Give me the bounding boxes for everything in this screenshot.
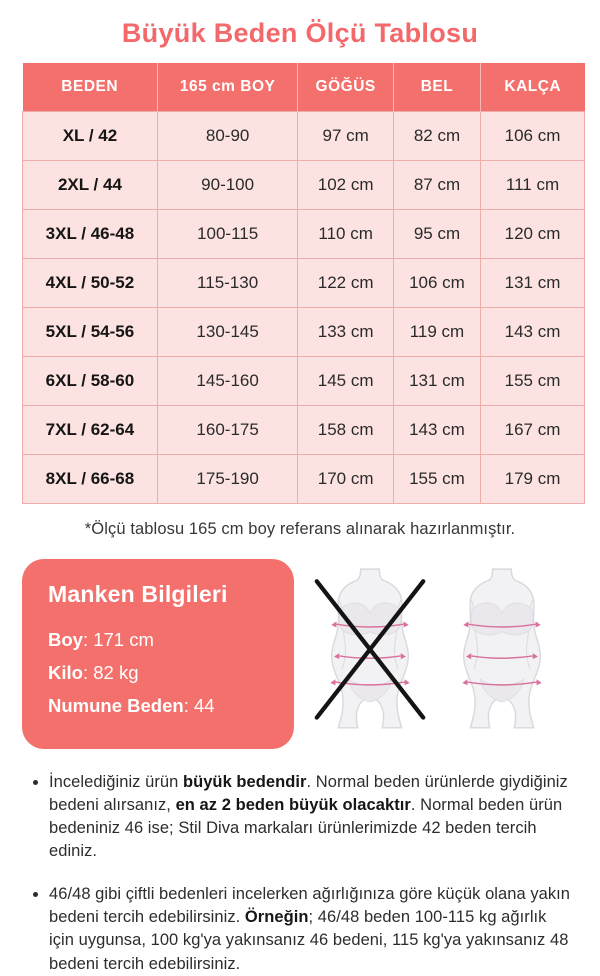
size-cell: 2XL / 44: [23, 161, 158, 210]
table-row: [23, 357, 585, 406]
measure-cell: 122 cm: [298, 259, 394, 308]
measure-cell: 131 cm: [393, 357, 480, 406]
model-info-field: Numune Beden: 44: [48, 694, 215, 716]
mannequin-with-measure-lines-icon: [446, 563, 558, 733]
page-title: Büyük Beden Ölçü Tablosu: [121, 18, 479, 48]
measure-cell: 155 cm: [393, 455, 480, 504]
size-cell: 3XL / 46-48: [23, 210, 158, 259]
model-info-field: Boy: 171 cm: [48, 629, 154, 650]
size-table-body: [23, 112, 585, 504]
table-row: [23, 210, 585, 259]
measure-cell: 106 cm: [481, 112, 585, 161]
table-footnote: *Ölçü tablosu 165 cm boy referans alınarak hazırlanmıştır.: [84, 520, 516, 538]
measure-cell: 120 cm: [481, 210, 585, 259]
column-header-gogus: GÖĞÜS: [298, 63, 394, 112]
size-chart-page: [0, 18, 600, 973]
model-info-card: [22, 559, 294, 749]
measure-cell: 110 cm: [298, 210, 394, 259]
size-table-header: [23, 63, 585, 112]
measure-cell: 115-130: [157, 259, 298, 308]
column-header-bel: BEL: [393, 63, 480, 112]
measure-cell: 100-115: [157, 210, 298, 259]
measure-cell: 167 cm: [481, 406, 585, 455]
table-row: [23, 161, 585, 210]
measure-cell: 175-190: [157, 455, 298, 504]
table-row: [23, 308, 585, 357]
size-cell: 8XL / 66-68: [23, 455, 158, 504]
size-cell: 7XL / 62-64: [23, 406, 158, 455]
size-table: [22, 63, 585, 504]
model-info-title: Manken Bilgileri: [48, 581, 228, 607]
table-row: [23, 406, 585, 455]
model-section: [22, 559, 578, 749]
measure-cell: 145-160: [157, 357, 298, 406]
model-info-field: Kilo: 82 kg: [48, 661, 139, 683]
table-row: [23, 455, 585, 504]
measure-cell: 97 cm: [298, 112, 394, 161]
table-row: [23, 112, 585, 161]
measure-cell: 90-100: [157, 161, 298, 210]
size-cell: XL / 42: [23, 112, 158, 161]
column-header-boy: 165 cm BOY: [157, 63, 298, 112]
header-row: [23, 63, 585, 112]
crossed-out-mannequin-icon: [314, 563, 426, 733]
measure-cell: 130-145: [157, 308, 298, 357]
measure-cell: 155 cm: [481, 357, 585, 406]
measure-cell: 80-90: [157, 112, 298, 161]
note-item: • İncelediğiniz ürün büyük bedendir. Normal beden ürünlerde giydiğiniz bedeni alırsanız, en az 2 beden büyük olacaktır. Normal beden ürün bedeniniz 46 ise; Stil Diva markaları ürünlerimizde 42 beden tercih ediniz.: [49, 771, 570, 863]
measure-cell: 95 cm: [393, 210, 480, 259]
measure-cell: 145 cm: [298, 357, 394, 406]
measure-figures: [294, 559, 578, 733]
column-header-beden: BEDEN: [23, 63, 158, 112]
table-row: [23, 259, 585, 308]
measure-cell: 111 cm: [481, 161, 585, 210]
measure-cell: 179 cm: [481, 455, 585, 504]
measure-cell: 170 cm: [298, 455, 394, 504]
measure-cell: 143 cm: [481, 308, 585, 357]
measure-cell: 143 cm: [393, 406, 480, 455]
measure-cell: 87 cm: [393, 161, 480, 210]
measure-cell: 158 cm: [298, 406, 394, 455]
note-item: • 46/48 gibi çiftli bedenleri incelerken ağırlığınıza göre küçük olana yakın bedeni tercih edebilirsiniz. Örneğin; 46/48 beden 100-115 kg ağırlık için uygunsa, 100 kg'ya yakınsanız 46 bedeni, 115 kg'ya yakınsanız 48 bedeni tercih edebilirsiniz.: [49, 883, 570, 975]
column-header-kalca: KALÇA: [481, 63, 585, 112]
measure-cell: 133 cm: [298, 308, 394, 357]
measure-cell: 119 cm: [393, 308, 480, 357]
size-cell: 5XL / 54-56: [23, 308, 158, 357]
size-cell: 4XL / 50-52: [23, 259, 158, 308]
notes-list: [30, 771, 570, 976]
measure-cell: 160-175: [157, 406, 298, 455]
measure-cell: 102 cm: [298, 161, 394, 210]
measure-cell: 82 cm: [393, 112, 480, 161]
measure-cell: 106 cm: [393, 259, 480, 308]
measure-cell: 131 cm: [481, 259, 585, 308]
model-info-fields: [48, 628, 270, 719]
size-cell: 6XL / 58-60: [23, 357, 158, 406]
